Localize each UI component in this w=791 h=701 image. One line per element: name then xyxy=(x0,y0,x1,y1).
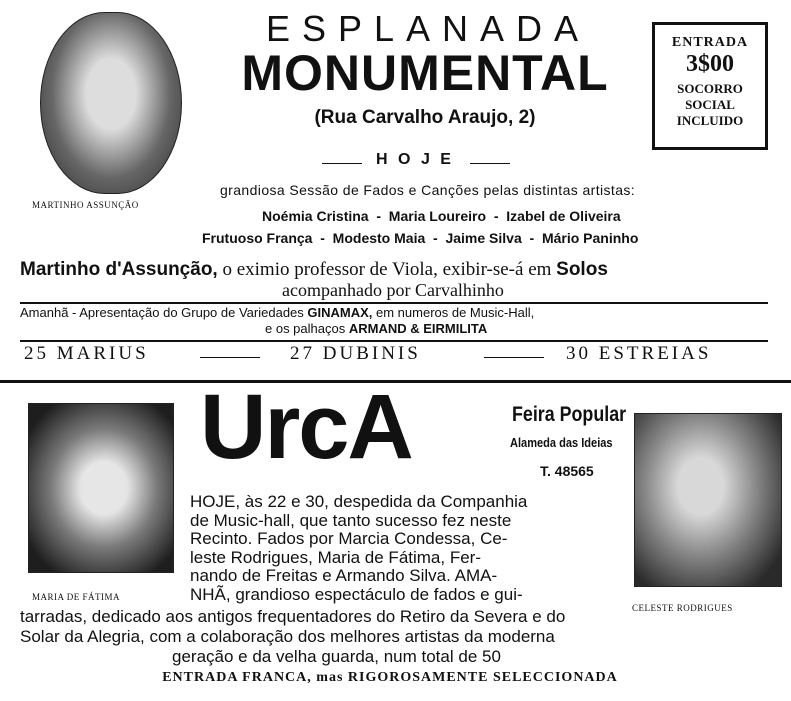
tomorrow-music-hall: em numeros de Music-Hall, xyxy=(372,305,535,320)
dash-1 xyxy=(200,357,260,358)
entry-social: SOCIAL xyxy=(685,97,735,112)
wide-text xyxy=(20,607,780,667)
tomorrow-clowns: ARMAND & EIRMILITA xyxy=(348,321,488,336)
solo-line xyxy=(20,259,608,281)
address: (Rua Carvalho Araujo, 2) xyxy=(314,107,536,128)
phone: T. 48565 xyxy=(540,463,594,479)
venue-line2: MONUMENTAL xyxy=(241,45,609,101)
caption-celeste-rodrigues: CELESTE RODRIGUES xyxy=(632,603,733,613)
tomorrow-line1 xyxy=(20,305,534,320)
tomorrow-line2 xyxy=(265,321,487,336)
entry-label: ENTRADA xyxy=(671,35,749,50)
body-line: nando de Freitas e Armando Silva. AMA- xyxy=(190,566,498,585)
tomorrow-group: GINAMAX, xyxy=(307,305,373,320)
solo-accomp: acompanhado por Carvalhinho xyxy=(282,280,504,300)
feira-popular: Feira Popular xyxy=(512,403,627,426)
entry-incluido: INCLUIDO xyxy=(676,113,744,128)
tomorrow-clowns-intro: e os palhaços xyxy=(265,321,349,336)
divider-hoje-left xyxy=(322,163,362,164)
venue-line1: ESPLANADA xyxy=(265,8,591,49)
bottom-item-2: 27 DUBINIS xyxy=(290,343,421,364)
footer: ENTRADA FRANCA, mas RIGOROSAMENTE SELECCIONADA xyxy=(162,670,618,685)
alameda: Alameda das Ideias xyxy=(510,435,613,450)
entry-socorro: SOCORRO xyxy=(677,81,743,96)
dash-2 xyxy=(484,357,544,358)
tomorrow-intro: Amanhã - Apresentação do Grupo de Variedades xyxy=(20,305,308,320)
urca-advert xyxy=(0,376,791,701)
today-heading: H O J E xyxy=(376,151,454,168)
body-line: leste Rodrigues, Maria de Fátima, Fer- xyxy=(190,547,481,567)
body-text xyxy=(190,493,620,604)
solo-word: Solos xyxy=(556,259,608,280)
caption-maria-de-fatima: MARIA DE FÁTIMA xyxy=(32,592,121,602)
wide-line: Solar da Alegria, com a colaboração dos melhores artistas da moderna xyxy=(20,627,555,646)
divider-tomorrow xyxy=(20,302,768,304)
divider-hoje-right xyxy=(470,163,510,164)
bottom-item-1: 25 MARIUS xyxy=(24,343,149,364)
solo-name: Martinho d'Assunção, xyxy=(20,259,218,280)
solo-text: o eximio professor de Viola, exibir-se-á em xyxy=(217,259,557,280)
portrait-martinho xyxy=(40,12,182,194)
body-line: HOJE, às 22 e 30, despedida da Companhia xyxy=(190,492,528,511)
body-line: Recinto. Fados por Marcia Condessa, Ce- xyxy=(190,529,508,548)
entry-box xyxy=(652,22,768,150)
artists-line2: Frutuoso França - Modesto Maia - Jaime Silva - Mário Paninho xyxy=(202,230,639,246)
entry-price: 3$00 xyxy=(686,51,734,77)
portrait-maria-de-fatima xyxy=(28,403,174,573)
body-line: NHÃ, grandioso espectáculo de fados e gui- xyxy=(190,584,523,604)
artists-line1: Noémia Cristina - Maria Loureiro - Izabel de Oliveira xyxy=(262,208,621,224)
session-line: grandiosa Sessão de Fados e Canções pelas distintas artistas: xyxy=(220,182,636,198)
divider-bottom xyxy=(20,340,768,342)
bottom-item-3: 30 ESTREIAS xyxy=(566,343,712,364)
caption-martinho: MARTINHO ASSUNÇÃO xyxy=(32,200,139,210)
portrait-celeste-rodrigues xyxy=(634,413,782,587)
wide-line: geração e da velha guarda, num total de 50 xyxy=(172,647,501,666)
wide-line: tarradas, dedicado aos antigos frequentadores do Retiro da Severa e do xyxy=(20,607,566,626)
urca-logo: UrcA xyxy=(200,376,412,478)
body-line: de Music-hall, que tanto sucesso fez neste xyxy=(190,510,512,530)
